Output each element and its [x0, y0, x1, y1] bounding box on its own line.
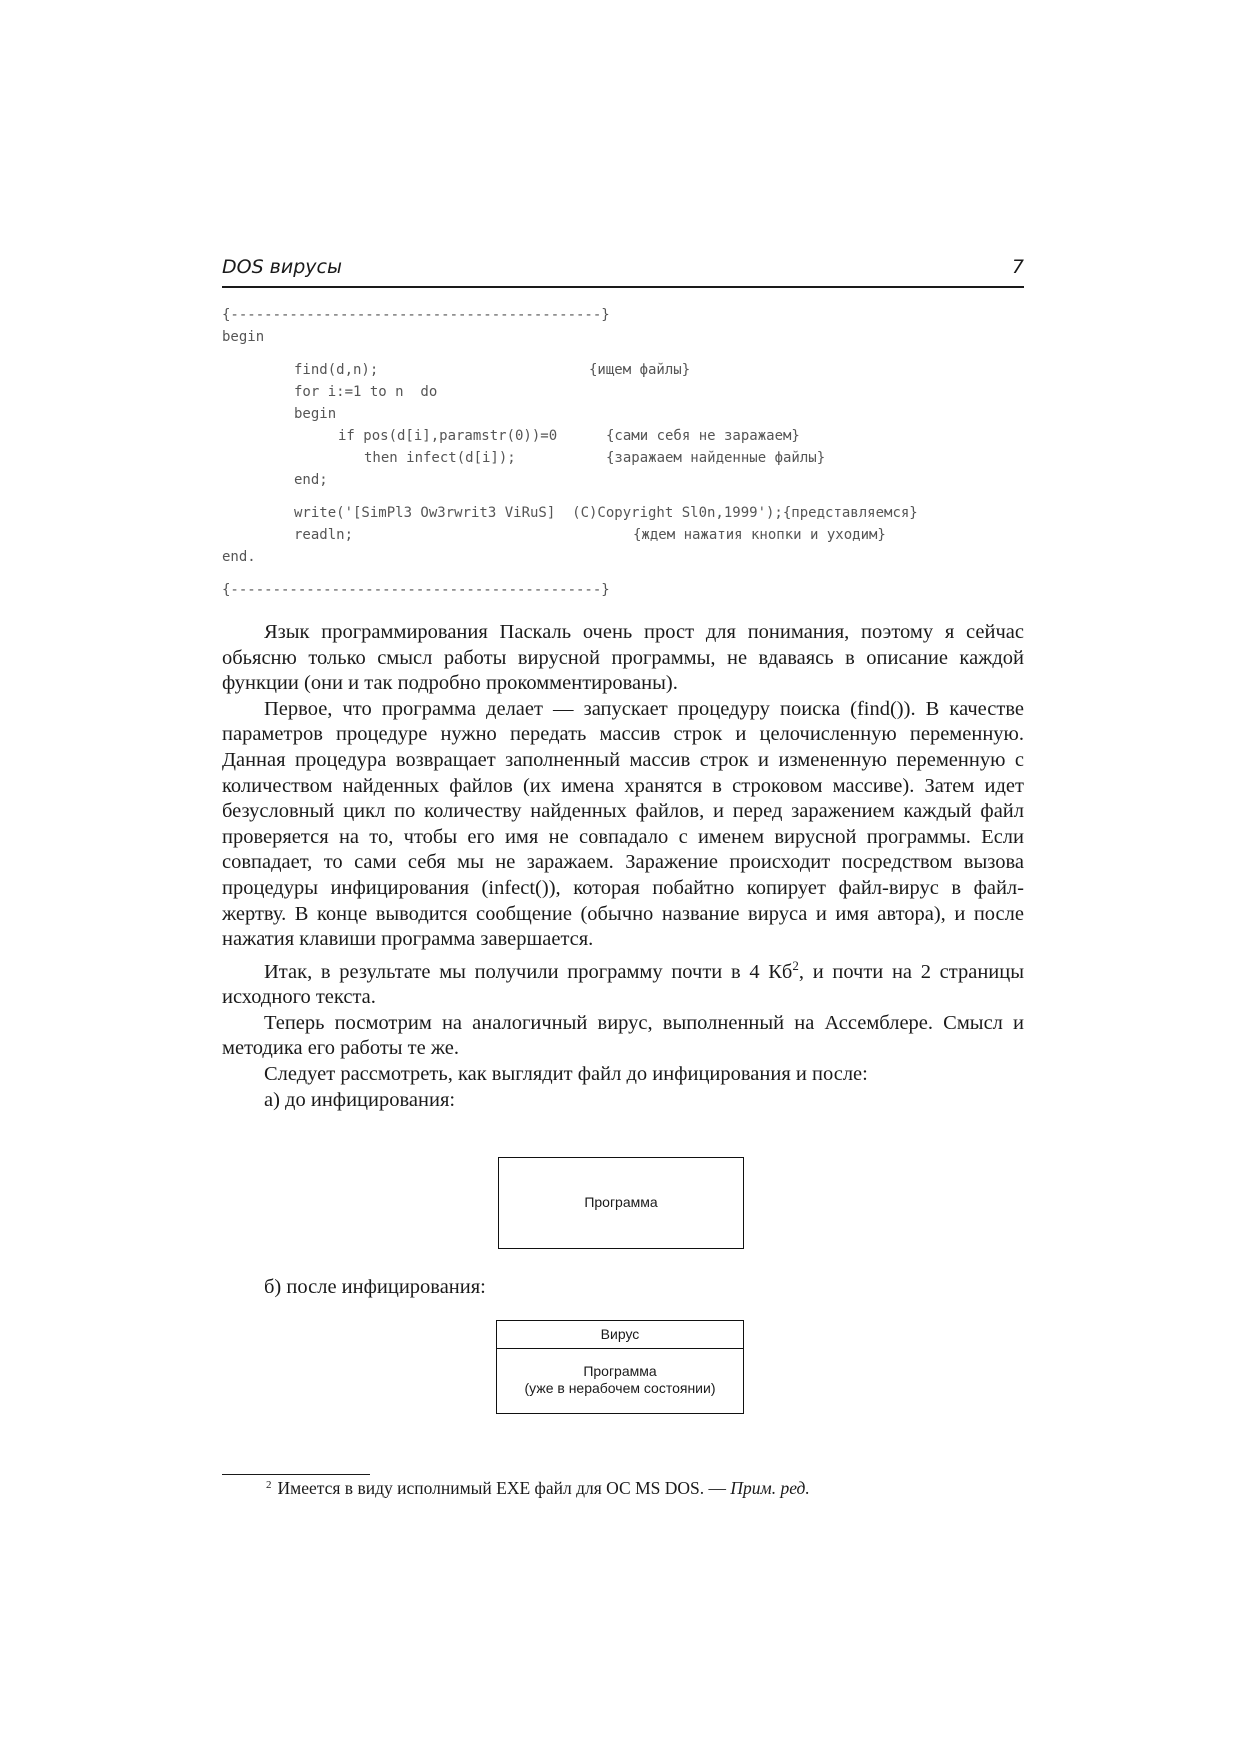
- running-header: [222, 254, 1024, 288]
- code-line-then: then infect(d[i]);: [364, 450, 516, 466]
- code-comment-readln: {ждем нажатия кнопки и уходим}: [633, 527, 886, 543]
- diagram-before-infection: [498, 1157, 744, 1249]
- paragraph: Язык программирования Паскаль очень прост для понимания, поэтому я сейчас обьясню только смысл работы вирусной программы, не вдаваясь в описание каждой функции (они и так подробно прокомментированы).: [222, 621, 1024, 695]
- code-comment-if: {сами себя не заражаем}: [606, 428, 800, 444]
- footnote-marker: 2: [266, 1479, 272, 1491]
- footnote-editor-note: Прим. ред.: [730, 1478, 810, 1498]
- diagram-program-block: [497, 1363, 743, 1397]
- page-number: 7: [1011, 256, 1024, 278]
- code-line-write: write('[SimPl3 Ow3rwrit3 ViRuS] (C)Copyright Sl0n,1999');{представляемся}: [294, 505, 918, 521]
- paragraph: Следует рассмотреть, как выглядит файл до инфицирования и после:: [264, 1062, 868, 1085]
- footnote-rule: [222, 1474, 370, 1475]
- diagram-program-label: Программа: [584, 1194, 658, 1210]
- footnote-text: Имеется в виду исполнимый EXE файл для ОС MS DOS. —: [277, 1478, 731, 1498]
- diagram-virus-block: [497, 1321, 743, 1349]
- paragraph-size-before: Итак, в результате мы получили программу почти в 4 Кб: [264, 960, 793, 983]
- code-comment-then: {заражаем найденные файлы}: [606, 450, 826, 466]
- running-header-title: DOS вирусы: [222, 256, 342, 278]
- body-text: [222, 620, 1024, 1113]
- code-line-inner-end: end;: [294, 472, 328, 488]
- code-divider-top: {--------------------------------------------}: [222, 307, 610, 323]
- paragraph: Теперь посмотрим на аналогичный вирус, выполненный на Ассемблере. Смысл и методика его работы те же.: [222, 1011, 1024, 1060]
- caption-before: а) до инфицирования:: [264, 1088, 456, 1111]
- paragraph-size: [222, 953, 1024, 1011]
- code-divider-bottom: {--------------------------------------------}: [222, 582, 610, 598]
- code-line-readln: readln;: [294, 527, 354, 543]
- footnote-reference[interactable]: 2: [792, 957, 799, 973]
- paragraph: Первое, что программа делает — запускает процедуру поиска (find()). В качестве параметров процедуре нужно передать массив строк и целочисленную переменную. Данная процедура возвращает заполненный массив строк и измененную переменную с количеством найденных файлов (их имена хранятся в строковом массиве). Затем идет безусловный цикл по количеству найденных файлов, и перед заражением каждый файл проверяется на то, чтобы его имя не совпадало с именем вирусной программы. Если совпадает, то сами себя мы не заражаем. Заражение происходит посредством вызова процедуры инфицирования (infect()), которая побайтно копирует файл-вирус в файл-жертву. В конце выводится сообщение (обычно название вируса и имя автора), и после нажатия клавиши программа завершается.: [222, 697, 1024, 951]
- code-line-end: end.: [222, 549, 256, 565]
- diagram-after-infection: [496, 1320, 744, 1414]
- code-line-if: if pos(d[i],paramstr(0))=0: [338, 428, 558, 444]
- code-line-inner-begin: begin: [294, 406, 337, 422]
- diagram-program-line2: (уже в нерабочем состоянии): [524, 1380, 716, 1396]
- diagram-virus-label: Вирус: [600, 1326, 640, 1342]
- code-line-for: for i:=1 to n do: [294, 384, 438, 400]
- diagram-program-line1: Программа: [583, 1363, 657, 1379]
- paragraph-size-after: , и почти на 2 страницы исходного текста.: [222, 960, 1025, 1009]
- code-line-begin: begin: [222, 329, 265, 345]
- footnote: [266, 1478, 810, 1499]
- code-line-find: find(d,n);: [294, 362, 379, 378]
- caption-after: б) после инфицирования:: [264, 1276, 486, 1298]
- code-comment-find: {ищем файлы}: [589, 362, 691, 378]
